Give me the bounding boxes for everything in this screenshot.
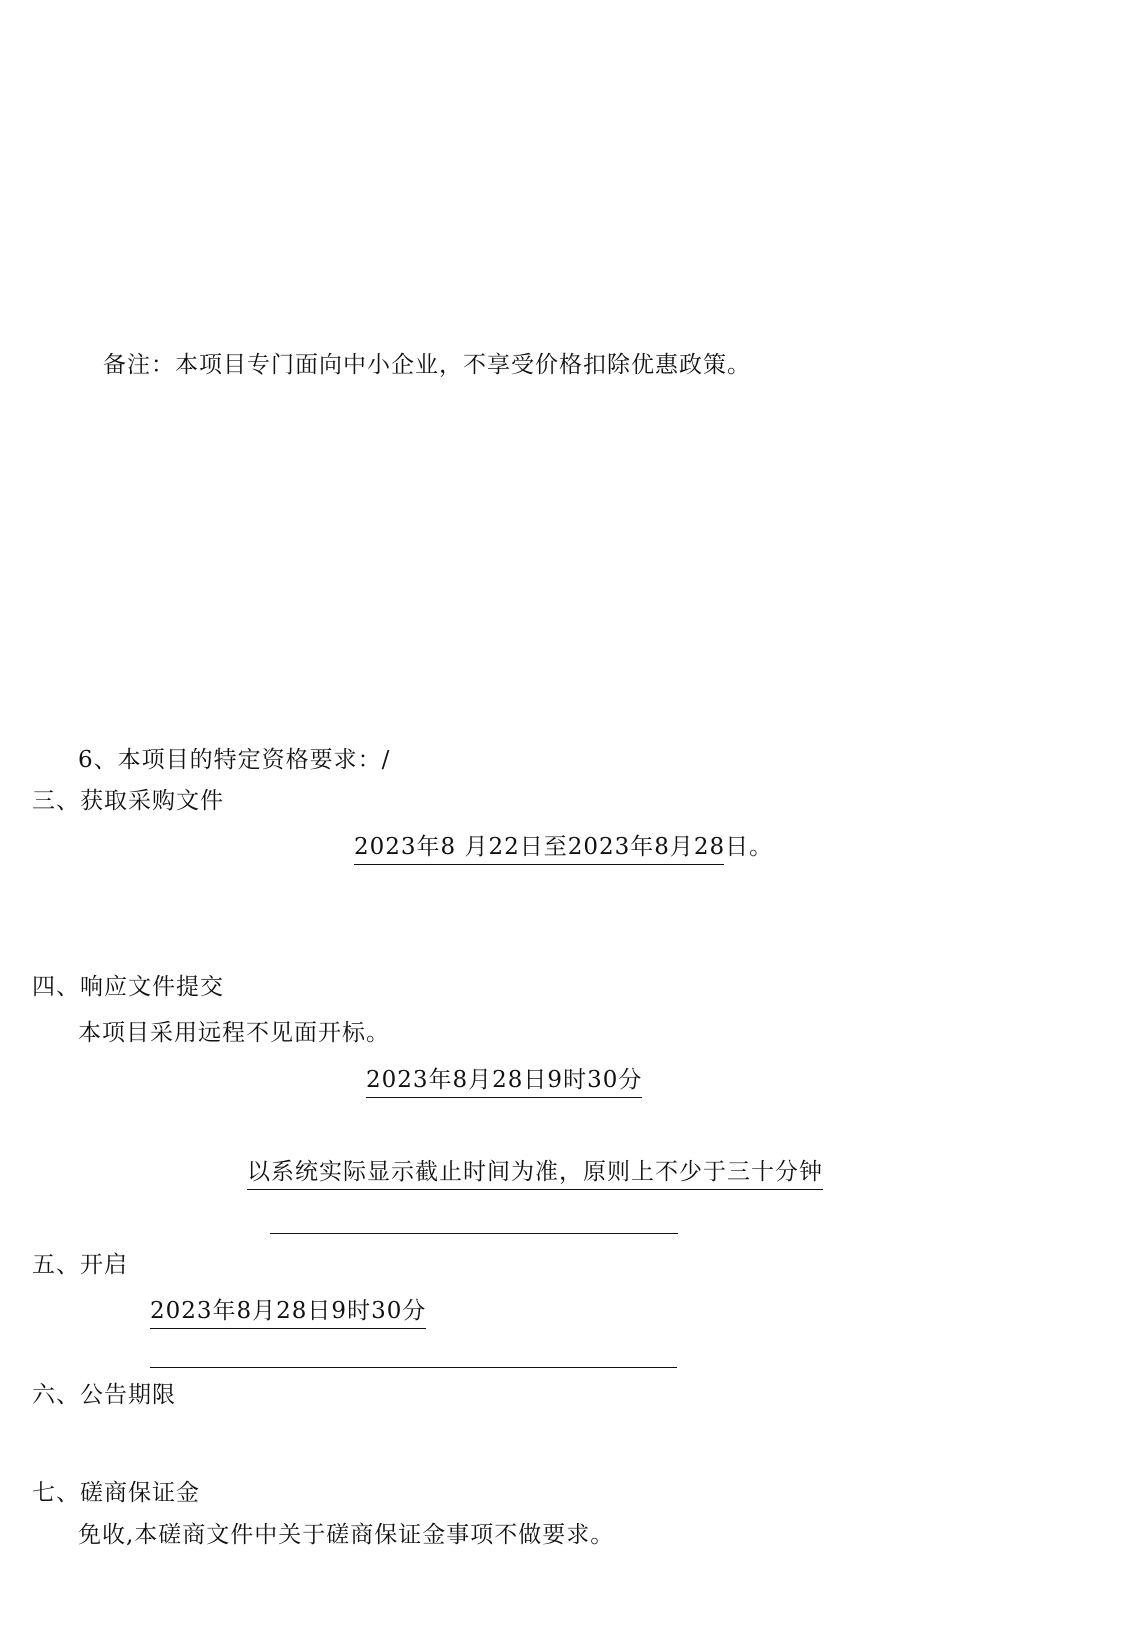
section-5-heading: 五、开启 [32,1252,128,1278]
submission-deadline: 2023年8月28日9时30分 [366,1065,642,1098]
deadline-rule: 以系统实际显示截止时间为准，原则上不少于三十分钟 [247,1157,823,1190]
section-6-heading: 六、公告期限 [32,1382,176,1408]
note-text: 备注：本项目专门面向中小企业，不享受价格扣除优惠政策。 [103,352,751,378]
blank-underline [150,1367,677,1368]
opening-time: 2023年8月28日9时30分 [150,1296,426,1329]
section-7-heading: 七、磋商保证金 [32,1480,200,1506]
section-3-heading: 三、获取采购文件 [32,788,224,814]
procurement-period: 2023年8 月22日至2023年8月28日。 [354,832,724,865]
blank-underline [270,1233,678,1234]
deposit-text: 免收,本磋商文件中关于磋商保证金事项不做要求。 [78,1522,615,1548]
qualification-item: 6、本项目的特定资格要求：/ [78,747,391,773]
section-4-heading: 四、响应文件提交 [32,974,224,1000]
bid-opening-method: 本项目采用远程不见面开标。 [78,1020,390,1046]
